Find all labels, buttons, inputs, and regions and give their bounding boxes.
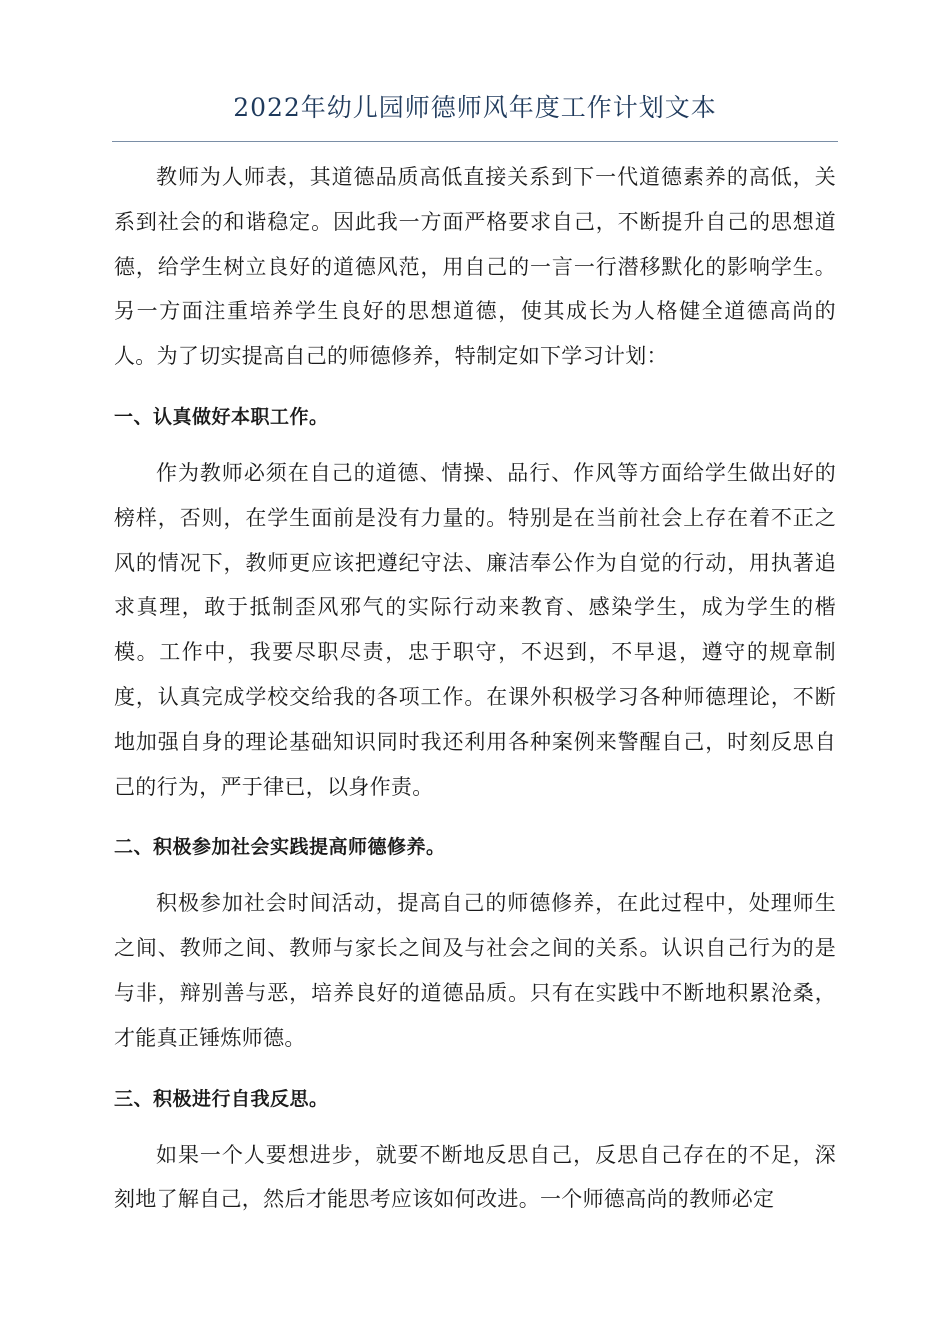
document-body bbox=[114, 155, 836, 1222]
section-heading-3: 三、积极进行自我反思。 bbox=[114, 1087, 329, 1110]
section-paragraph-2: 积极参加社会时间活动，提高自己的师德修养，在此过程中，处理师生之间、教师之间、教师与家长之间及与社会之间的关系。认识自己行为的是与非，辩别善与恶，培养良好的道德品质。只有在实践中不断地积累沧桑，才能真正锤炼师德。 bbox=[114, 891, 836, 1050]
section-heading-2: 二、积极参加社会实践提高师德修养。 bbox=[114, 836, 446, 859]
intro-paragraph: 教师为人师表，其道德品质高低直接关系到下一代道德素养的高低，关系到社会的和谐稳定。因此我一方面严格要求自己，不断提升自己的思想道德，给学生树立良好的道德风范，用自己的一言一行潜移默化的影响学生。另一方面注重培养学生良好的思想道德，使其成长为人格健全道德高尚的人。为了切实提高自己的师德修养，特制定如下学习计划： bbox=[114, 165, 836, 369]
document-title: 2022年幼儿园师德师风年度工作计划文本 bbox=[233, 93, 717, 122]
section-paragraph-3: 如果一个人要想进步，就要不断地反思自己，反思自己存在的不足，深刻地了解自己，然后才能思考应该如何改进。一个师德高尚的教师必定 bbox=[114, 1142, 836, 1212]
section-paragraph-1: 作为教师必须在自己的道德、情操、品行、作风等方面给学生做出好的榜样，否则，在学生面前是没有力量的。特别是在当前社会上存在着不正之风的情况下，教师更应该把遵纪守法、廉洁奉公作为自觉的行动，用执著追求真理，敢于抵制歪风邪气的实际行动来教育、感染学生，成为学生的楷模。工作中，我要尽职尽责，忠于职守，不迟到，不早退，遵守的规章制度，认真完成学校交给我的各项工作。在课外积极学习各种师德理论，不断地加强自身的理论基础知识同时我还利用各种案例来警醒自己，时刻反思自己的行为，严于律已，以身作责。 bbox=[114, 460, 836, 799]
section-heading-1: 一、认真做好本职工作。 bbox=[114, 405, 329, 428]
title-underline bbox=[112, 141, 838, 142]
